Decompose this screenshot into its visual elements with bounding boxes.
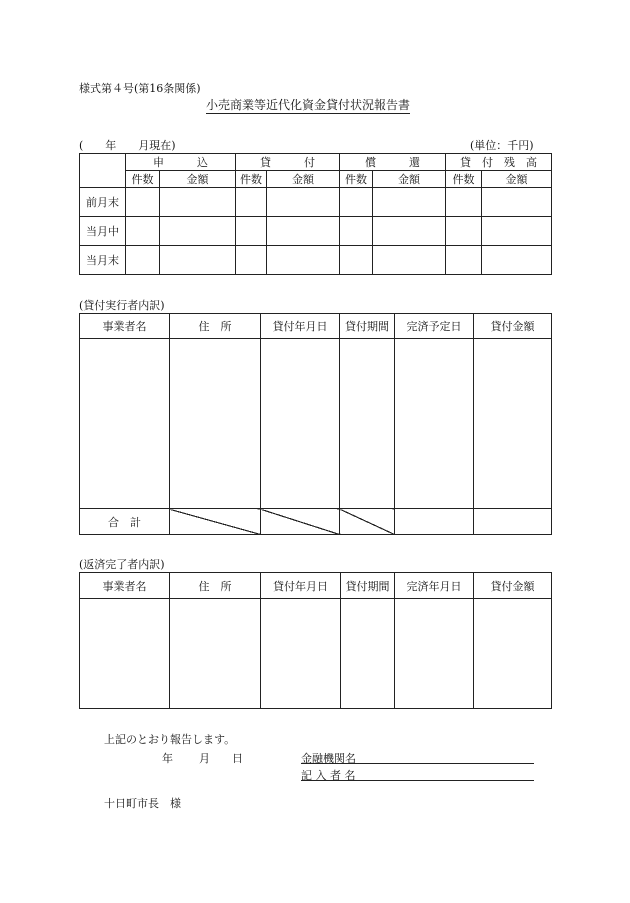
column-header: 貸付期間 [341, 573, 395, 599]
column-header: 事業者名 [80, 573, 170, 599]
institution-name-line [301, 763, 534, 764]
total-slash-cell [340, 509, 395, 535]
total-slash-cell [170, 509, 261, 535]
subheader: 件数 [446, 171, 482, 188]
cell [236, 246, 267, 275]
cell [126, 188, 160, 217]
cell [373, 217, 446, 246]
cell [160, 188, 236, 217]
column-header: 住 所 [170, 573, 261, 599]
cell [340, 246, 373, 275]
cell [236, 217, 267, 246]
column-header: 貸付金額 [474, 314, 552, 339]
cell [160, 217, 236, 246]
column-header: 貸付金額 [474, 573, 552, 599]
subheader: 件数 [340, 171, 373, 188]
date-line: ( 年 月現在) [79, 139, 176, 152]
total-cell [395, 509, 474, 535]
row-label-this-month: 当月中 [80, 217, 126, 246]
cell [126, 246, 160, 275]
entry-area [395, 599, 474, 709]
date-day-label: 日 [232, 752, 243, 765]
form-number: 様式第４号(第16条関係) [79, 82, 201, 95]
entry-area [474, 599, 552, 709]
recorder-name-line [301, 780, 534, 781]
row-label-month-end: 当月末 [80, 246, 126, 275]
summary-corner [80, 154, 126, 188]
cell [446, 188, 482, 217]
cell [340, 217, 373, 246]
cell [373, 246, 446, 275]
column-header: 完済年月日 [395, 573, 474, 599]
subheader: 金額 [482, 171, 552, 188]
group-header: 償 還 [340, 154, 446, 171]
column-header: 貸付年月日 [261, 573, 341, 599]
subheader: 金額 [160, 171, 236, 188]
date-year-label: 年 [162, 752, 173, 765]
cell [446, 246, 482, 275]
group-header: 申 込 [126, 154, 236, 171]
total-label: 合 計 [80, 509, 170, 535]
report-statement: 上記のとおり報告します。 [104, 733, 236, 746]
entry-area [80, 599, 170, 709]
repaid-section-label: (返済完了者内訳) [79, 558, 165, 571]
subheader: 件数 [236, 171, 267, 188]
entry-area [341, 599, 395, 709]
entry-area [261, 339, 340, 509]
total-slash-cell [261, 509, 340, 535]
subheader: 金額 [373, 171, 446, 188]
form-title: 小売商業等近代化資金貸付状況報告書 [206, 98, 411, 112]
subheader: 件数 [126, 171, 160, 188]
group-header: 貸 付 [236, 154, 340, 171]
loans-section-label: (貸付実行者内訳) [79, 299, 165, 312]
column-header: 住 所 [170, 314, 261, 339]
repaid-table [79, 572, 552, 709]
cell [482, 217, 552, 246]
cell [482, 188, 552, 217]
column-header: 貸付年月日 [261, 314, 340, 339]
entry-area [261, 599, 341, 709]
recorder-name-label: 記 入 者 名 [301, 769, 356, 782]
entry-area [170, 599, 261, 709]
row-label-prev-month: 前月末 [80, 188, 126, 217]
entry-area [170, 339, 261, 509]
cell [373, 188, 446, 217]
cell [267, 246, 340, 275]
entry-area [80, 339, 170, 509]
summary-table [79, 153, 552, 275]
cell [482, 246, 552, 275]
cell [267, 188, 340, 217]
unit-label: (単位：千円) [470, 139, 534, 152]
subheader: 金額 [267, 171, 340, 188]
institution-name-label: 金融機関名 [301, 752, 356, 765]
cell [236, 188, 267, 217]
column-header: 貸付期間 [340, 314, 395, 339]
cell [126, 217, 160, 246]
entry-area [474, 339, 552, 509]
cell [160, 246, 236, 275]
date-month-label: 月 [199, 752, 210, 765]
entry-area [395, 339, 474, 509]
cell [446, 217, 482, 246]
addressee: 十日町市長 様 [104, 797, 181, 810]
entry-area [340, 339, 395, 509]
column-header: 事業者名 [80, 314, 170, 339]
cell [340, 188, 373, 217]
column-header: 完済予定日 [395, 314, 474, 339]
loans-table [79, 313, 552, 535]
cell [267, 217, 340, 246]
total-cell [474, 509, 552, 535]
group-header: 貸 付 残 高 [446, 154, 552, 171]
